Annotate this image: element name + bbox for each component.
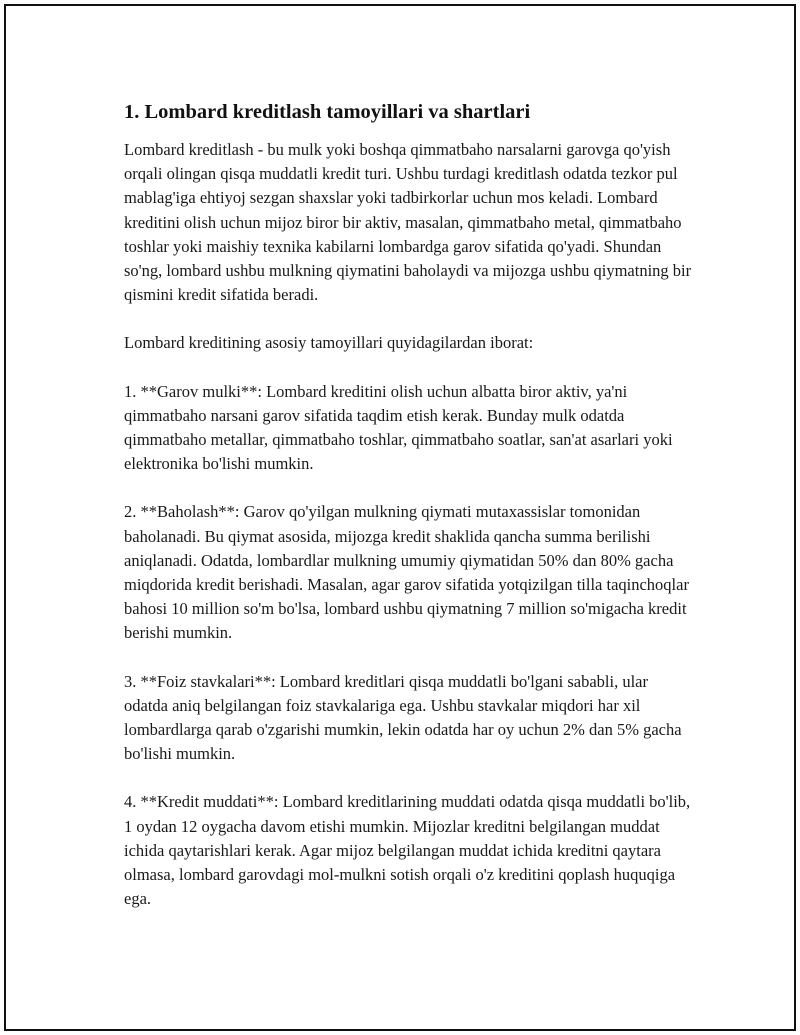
document-title: 1. Lombard kreditlash tamoyillari va shartlari xyxy=(124,101,531,123)
paragraph-collateral: 1. **Garov mulki**: Lombard kreditini olish uchun albatta biror aktiv, ya'ni qimmatbaho narsani garov sifatida taqdim etish kerak. Bunday mulk odatda qimmatbaho metallar, qimmatbaho toshlar, qimmatbaho soatlar, san'at asarlari yoki elektronika bo'lishi mumkin. xyxy=(124,381,673,474)
paragraph-principles-lead: Lombard kreditining asosiy tamoyillari quyidagilardan iborat: xyxy=(124,333,534,353)
paragraph-interest-rates: 3. **Foiz stavkalari**: Lombard kreditlari qisqa muddatli bo'lgani sababli, ular odatda aniq belgilangan foiz stavkalariga ega. Ushbu stavkalar miqdori har xil lombardlarga qarab o'zgarishi mumkin, lekin odatda har oy uchun 2% dan 5% gacha bo'lishi mumkin. xyxy=(124,671,682,764)
paragraph-valuation: 2. **Baholash**: Garov qo'yilgan mulkning qiymati mutaxassislar tomonidan baholanadi. Bu qiymat asosida, mijozga kredit shaklida qancha summa berilishi aniqlanadi. Odatda, lombardlar mulkning umumiy qiymatidan 50% dan 80% gacha miqdorida kredit berishadi. Masalan, agar garov sifatida yotqizilgan tilla taqinchoqlar bahosi 10 million so'm bo'lsa, lombard ushbu qiymatning 7 million so'migacha kredit berishi mumkin. xyxy=(124,502,689,643)
paragraph-intro: Lombard kreditlash - bu mulk yoki boshqa qimmatbaho narsalarni garovga qo'yish orqali olingan qisqa muddatli kredit turi. Ushbu turdagi kreditlash odatda tezkor pul mablag'iga ehtiyoj sezgan shaxslar yoki tadbirkorlar uchun mos keladi. Lombard kreditini olish uchun mijoz biror bir aktiv, masalan, qimmatbaho metal, qimmatbaho toshlar yoki maishiy texnika kabilarni lombardga garov sifatida qo'yadi. Shundan so'ng, lombard ushbu mulkning qiymatini baholaydi va mijozga ushbu qiymatning bir qismini kredit sifatida beradi. xyxy=(124,140,692,305)
document-body xyxy=(124,99,694,935)
page-frame xyxy=(4,4,796,1031)
paragraph-credit-term: 4. **Kredit muddati**: Lombard kreditlarining muddati odatda qisqa muddatli bo'lib, 1 oydan 12 oygacha davom etishi mumkin. Mijozlar kreditni belgilangan muddat ichida qaytarishlari kerak. Agar mijoz belgilangan muddat ichida kreditni qaytara olmasa, lombard garovdagi mol-mulkni sotish orqali o'z kreditini qoplash huquqiga ega. xyxy=(124,792,691,909)
